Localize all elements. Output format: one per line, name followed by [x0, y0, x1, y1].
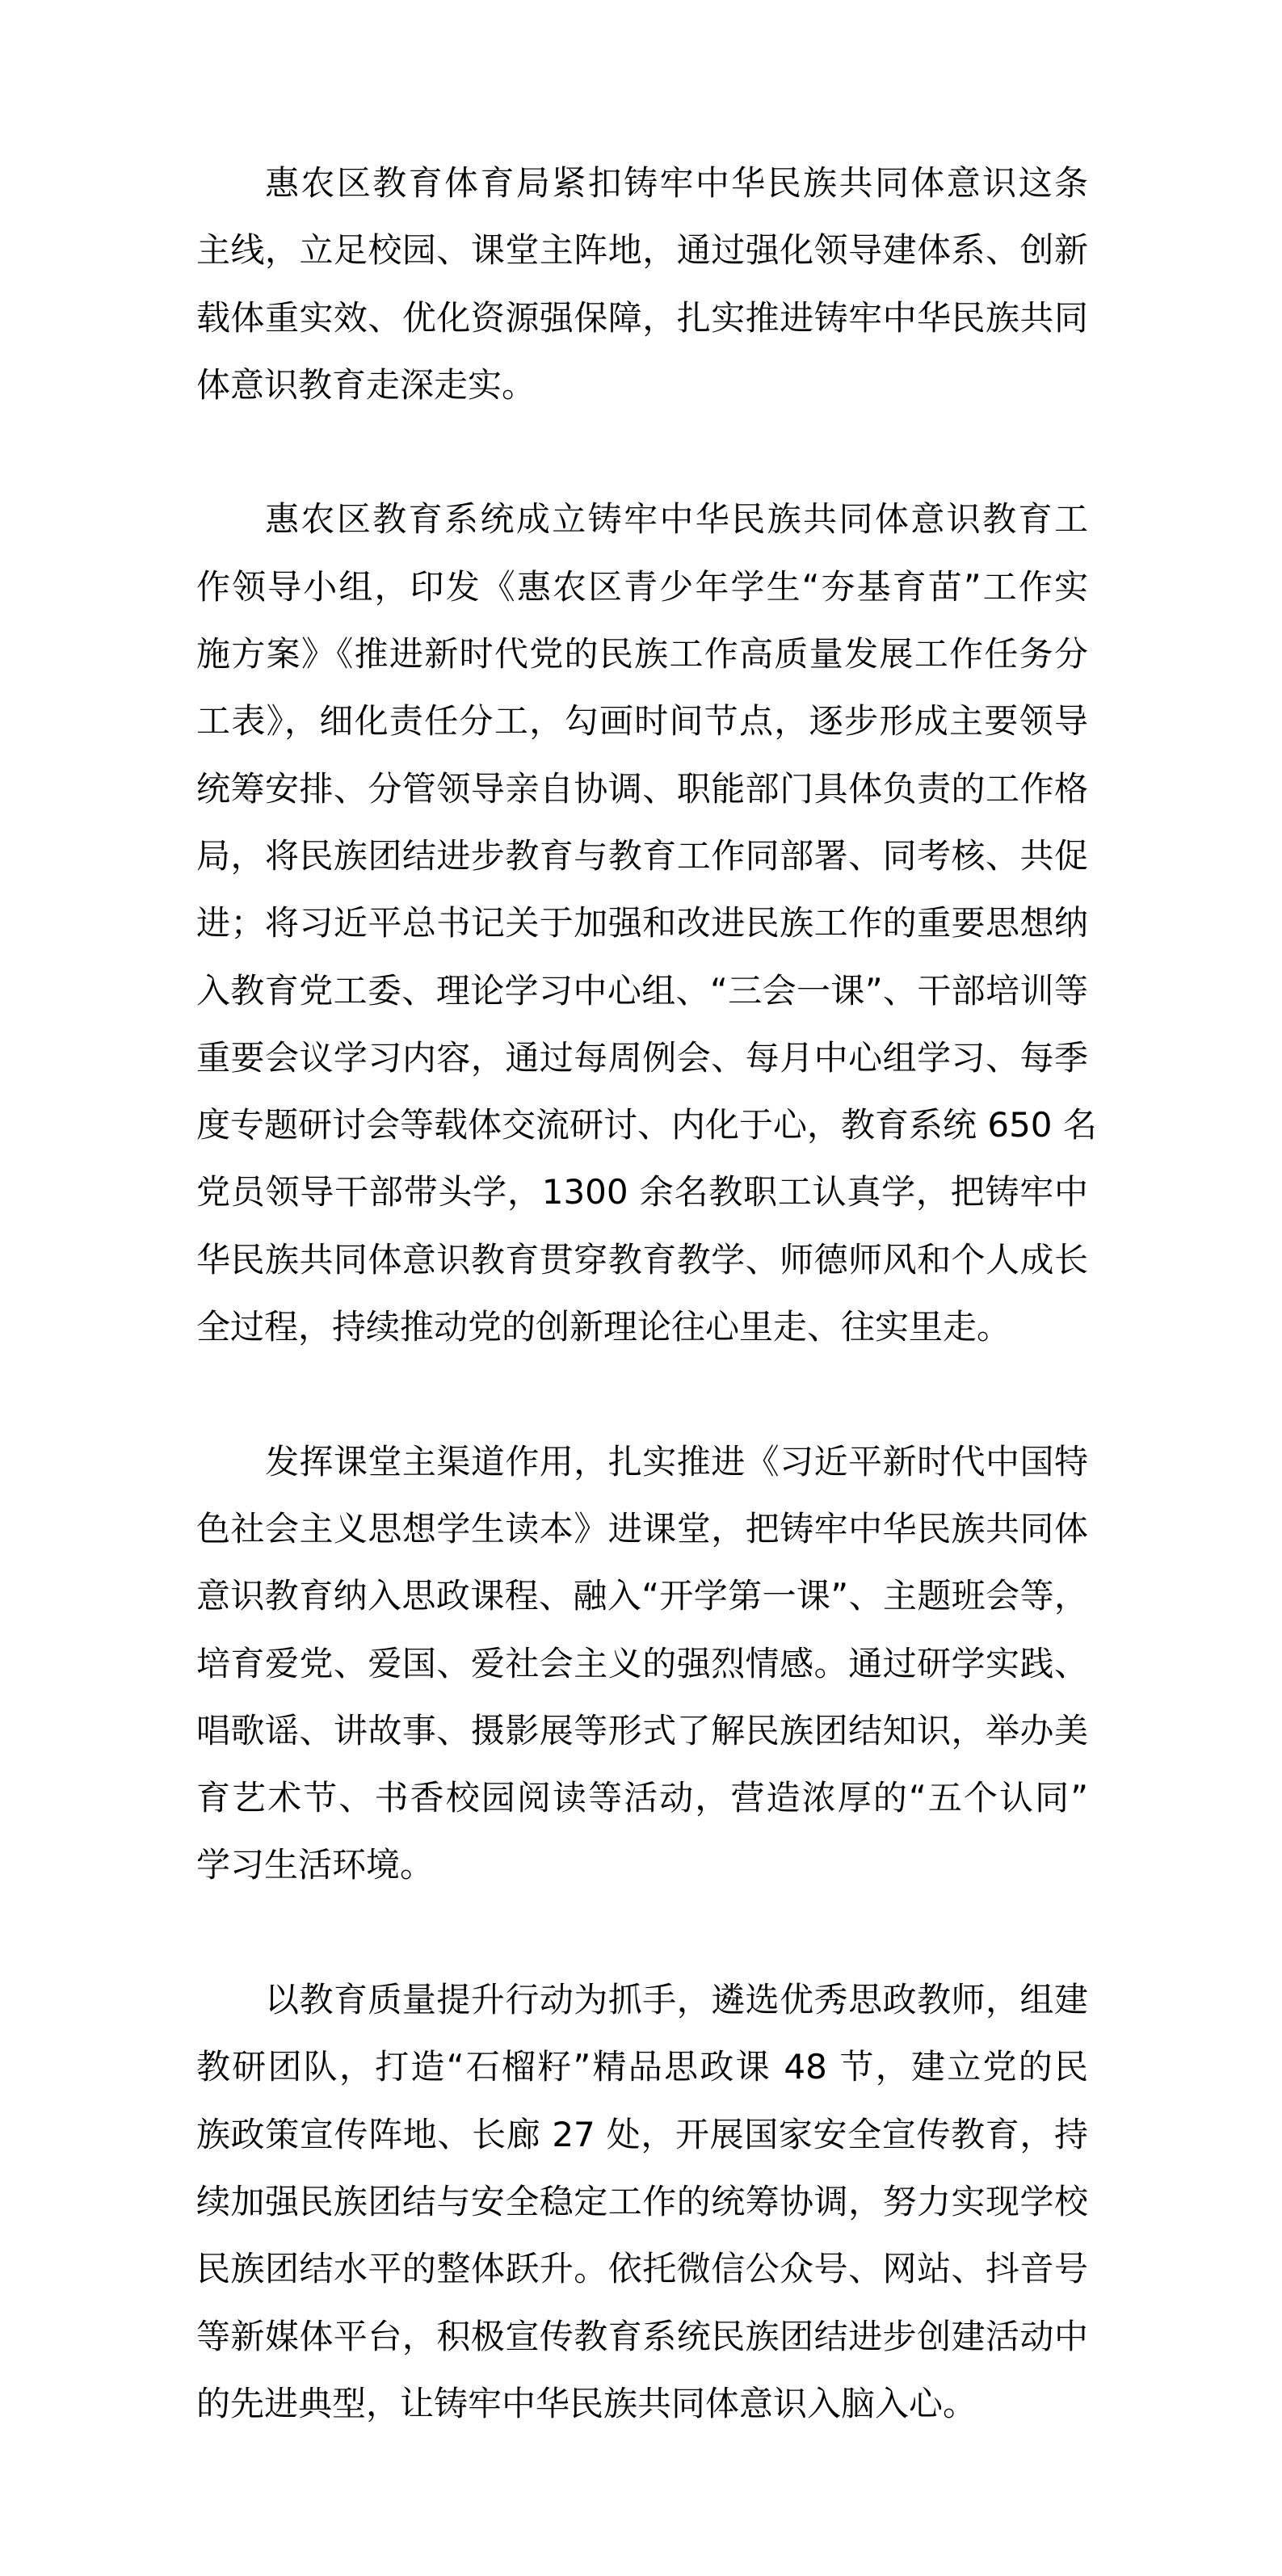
text-line: 族政策宣传阵地、长廊 27 处，开展国家安全宣传教育，持	[196, 2114, 1088, 2154]
text-line: 度专题研讨会等载体交流研讨、内化于心，教育系统 650 名	[196, 1105, 1097, 1145]
text-line: 体意识教育走深走实。	[196, 364, 536, 405]
paragraph-2	[196, 485, 1097, 1360]
text-line: 唱歌谣、讲故事、摄影展等形式了解民族团结知识，举办美	[196, 1710, 1088, 1750]
text-line: 施方案》《推进新时代党的民族工作高质量发展工作任务分	[196, 634, 1088, 674]
text-line: 学习生活环境。	[196, 1845, 435, 1885]
text-line: 党员领导干部带头学，1300 余名教职工认真学，把铸牢中	[196, 1172, 1088, 1212]
text-line: 进；将习近平总书记关于加强和改进民族工作的重要思想纳	[196, 903, 1088, 943]
text-line: 续加强民族团结与安全稳定工作的统筹协调，努力实现学校	[196, 2181, 1088, 2221]
text-line: 的先进典型，让铸牢中华民族共同体意识入脑入心。	[196, 2383, 977, 2423]
text-line: 惠农区教育系统成立铸牢中华民族共同体意识教育工	[265, 499, 1088, 540]
text-line: 统筹安排、分管领导亲自协调、职能部门具体负责的工作格	[196, 768, 1088, 809]
text-line: 色社会主义思想学生读本》进课堂，把铸牢中华民族共同体	[196, 1508, 1088, 1549]
text-line: 以教育质量提升行动为抓手，遴选优秀思政教师，组建	[265, 1980, 1088, 2020]
text-line: 意识教育纳入思政课程、融入“开学第一课”、主题班会等，	[196, 1576, 1088, 1616]
text-line: 发挥课堂主渠道作用，扎实推进《习近平新时代中国特	[265, 1441, 1088, 1481]
text-line: 主线，立足校园、课堂主阵地，通过强化领导建体系、创新	[196, 230, 1088, 271]
paragraph-3	[196, 1428, 1088, 1899]
paragraph-4	[196, 1966, 1088, 2437]
text-line: 全过程，持续推动党的创新理论往心里走、往实里走。	[196, 1307, 1011, 1347]
text-line: 育艺术节、书香校园阅读等活动，营造浓厚的“五个认同”	[196, 1778, 1088, 1818]
text-line: 入教育党工委、理论学习中心组、“三会一课”、干部培训等	[196, 970, 1088, 1011]
text-line: 载体重实效、优化资源强保障，扎实推进铸牢中华民族共同	[196, 297, 1088, 338]
article-body	[196, 149, 1097, 2504]
text-line: 华民族共同体意识教育贯穿教育教学、师德师风和个人成长	[196, 1239, 1088, 1280]
text-line: 惠农区教育体育局紧扣铸牢中华民族共同体意识这条	[265, 163, 1088, 203]
text-line: 培育爱党、爱国、爱社会主义的强烈情感。通过研学实践、	[196, 1643, 1088, 1683]
paragraph-1	[196, 149, 1088, 418]
text-line: 等新媒体平台，积极宣传教育系统民族团结进步创建活动中	[196, 2316, 1088, 2356]
text-line: 局，将民族团结进步教育与教育工作同部署、同考核、共促	[196, 835, 1088, 876]
text-line: 民族团结水平的整体跃升。依托微信公众号、网站、抖音号	[196, 2249, 1088, 2289]
text-line: 重要会议学习内容，通过每周例会、每月中心组学习、每季	[196, 1037, 1088, 1078]
text-line: 工表》，细化责任分工，勾画时间节点，逐步形成主要领导	[196, 701, 1088, 742]
text-line: 作领导小组，印发《惠农区青少年学生“夯基育苗”工作实	[196, 566, 1088, 607]
text-line: 教研团队，打造“石榴籽”精品思政课 48 节，建立党的民	[196, 2047, 1088, 2087]
